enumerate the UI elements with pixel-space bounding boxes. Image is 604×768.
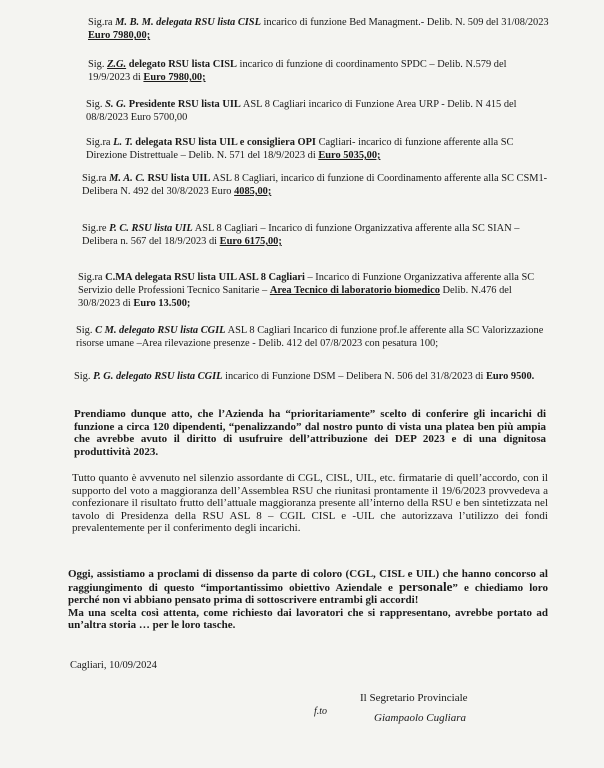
entry-9-amount: Euro 9500.: [485, 371, 535, 382]
entry-9: Sig. P. G. delegato RSU lista CGIL incarico di Funzione DSM – Delibera N. 506 del 31/8/2023 di Euro 9500.: [74, 371, 535, 382]
entry-6-name: P. C. RSU lista UIL: [109, 223, 193, 234]
entry-1: Sig.ra M. B. M. delegata RSU lista CISL incarico di funzione Bed Managment.- Delib. N. 509 del 31/08/2023 Euro 7980,00;: [88, 17, 549, 41]
entry-3-name: S. G.: [105, 99, 127, 110]
entry-7-underlined: Area Tecnico di laboratorio biomedico: [269, 285, 440, 296]
entry-5-name: M. A. C.: [109, 173, 145, 184]
entry-3: Sig. S. G. Presidente RSU lista UIL ASL 8 Cagliari incarico di Funzione Area URP - Delib. N 415 del 08/8/2023 Euro 5700,00: [86, 99, 517, 123]
entry-2-name: delegato RSU lista CISL: [126, 59, 237, 70]
entry-6-amount: Euro 6175,00;: [219, 236, 282, 247]
entry-4: Sig.ra L. T. delegata RSU lista UIL e consigliera OPI Cagliari- incarico di funzione afferente alla SC Direzione Distrettuale – Delib. N. 571 del 18/9/2023 di Euro 5035,00;: [86, 137, 514, 161]
entry-4-amount: Euro 5035,00;: [318, 150, 381, 161]
signer-role: Il Segretario Provinciale: [360, 692, 468, 704]
entry-7: Sig.ra C.MA delegata RSU lista UIL ASL 8 Cagliari – Incarico di Funzione Organizzativa afferente alla SC Servizio delle Professioni Tecnico Sanitarie – Area Tecnico di laboratorio biomedico Delib. N.476 del 30/8/2023 di Euro 13.500;: [78, 272, 535, 309]
place-date: Cagliari, 10/09/2024: [70, 660, 157, 671]
signer-name: Giampaolo Cugliara: [374, 712, 466, 724]
entry-2-initials: Z.G.: [107, 59, 127, 70]
entry-7-amount: Euro 13.500;: [133, 298, 191, 309]
fto-mark: f.to: [314, 706, 328, 717]
entry-9-name: P. G. delegato RSU lista CGIL: [93, 371, 223, 382]
entry-2: Sig. Z.G. delegato RSU lista CISL incarico di funzione di coordinamento SPDC – Delib. N.579 del 19/9/2023 di Euro 7980,00;: [88, 59, 507, 83]
paragraph-3: Oggi, assistiamo a proclami di dissenso da parte di coloro (CGL, CISL e UIL) che hanno concorso al raggiungimento di questo “importantissimo obiettivo Aziendale e personale” e chiediamo loro perché non vi abbiano pensato prima di sottoscrivere entrambi gli accordi! Ma una scelta così attenta, come richiesto dai lavoratori che si rappresentano, avrebbe portato ad un’altra storia … per le loro tasche.: [68, 568, 548, 632]
entry-1-name: M. B. M. delegata RSU lista CISL: [115, 17, 261, 28]
entry-8-name: C M. delegato RSU lista CGIL: [95, 325, 226, 336]
entry-6: Sig.re P. C. RSU lista UIL ASL 8 Cagliari – Incarico di funzione Organizzativa afferente alla SC SIAN – Delibera n. 567 del 18/9/2023 di Euro 6175,00;: [82, 223, 520, 247]
entry-7-name: C.MA delegata RSU lista UIL ASL 8 Cagliari: [105, 272, 305, 283]
entry-2-amount: Euro 7980,00;: [143, 72, 206, 83]
entry-4-name: L. T.: [113, 137, 133, 148]
paragraph-3-emphasis: personale: [398, 578, 453, 594]
entry-5-amount: 4085,00;: [234, 186, 272, 197]
entry-1-amount: Euro 7980,00;: [88, 30, 151, 41]
paragraph-2: Tutto quanto è avvenuto nel silenzio assordante di CGL, CISL, UIL, etc. firmatarie di quell’accordo, con il supporto del voto a maggioranza dell’Assemblea RSU che riunitasi prontamente il 19/6/2023 provvedeva a confezionare il risultato frutto dell’attuale maggioranza presente all’interno della RSU e ben sintetizzata nel tavolo di Presidenza della RSU ASL 8 – CGIL CISL e -UIL che autorizzava l’utilizzo dei fondi prevalentemente per il conferimento degli incarichi.: [72, 472, 548, 535]
entry-5: Sig.ra M. A. C. RSU lista UIL ASL 8 Cagliari, incarico di funzione di Coordinamento afferente alla SC CSM1- Delibera N. 492 del 30/8/2023 Euro 4085,00;: [82, 173, 548, 197]
entry-8: Sig. C M. delegato RSU lista CGIL ASL 8 Cagliari Incarico di funzione prof.le afferente alla SC Valorizzazione risorse umane –Area rilevazione presenze - Delib. 412 del 07/8/2023 con pesatura 100;: [76, 325, 544, 349]
paragraph-1: Prendiamo dunque atto, che l’Azienda ha “prioritariamente” scelto di conferire gli incarichi di funzione a circa 120 dipendenti, “penalizzando” dal nostro punto di vista una platea ben più ampia che avrebbe avuto il diritto di usufruire dell’attribuzione dei DEP 2023 e di una dignitosa produttività 2023.: [74, 408, 546, 458]
